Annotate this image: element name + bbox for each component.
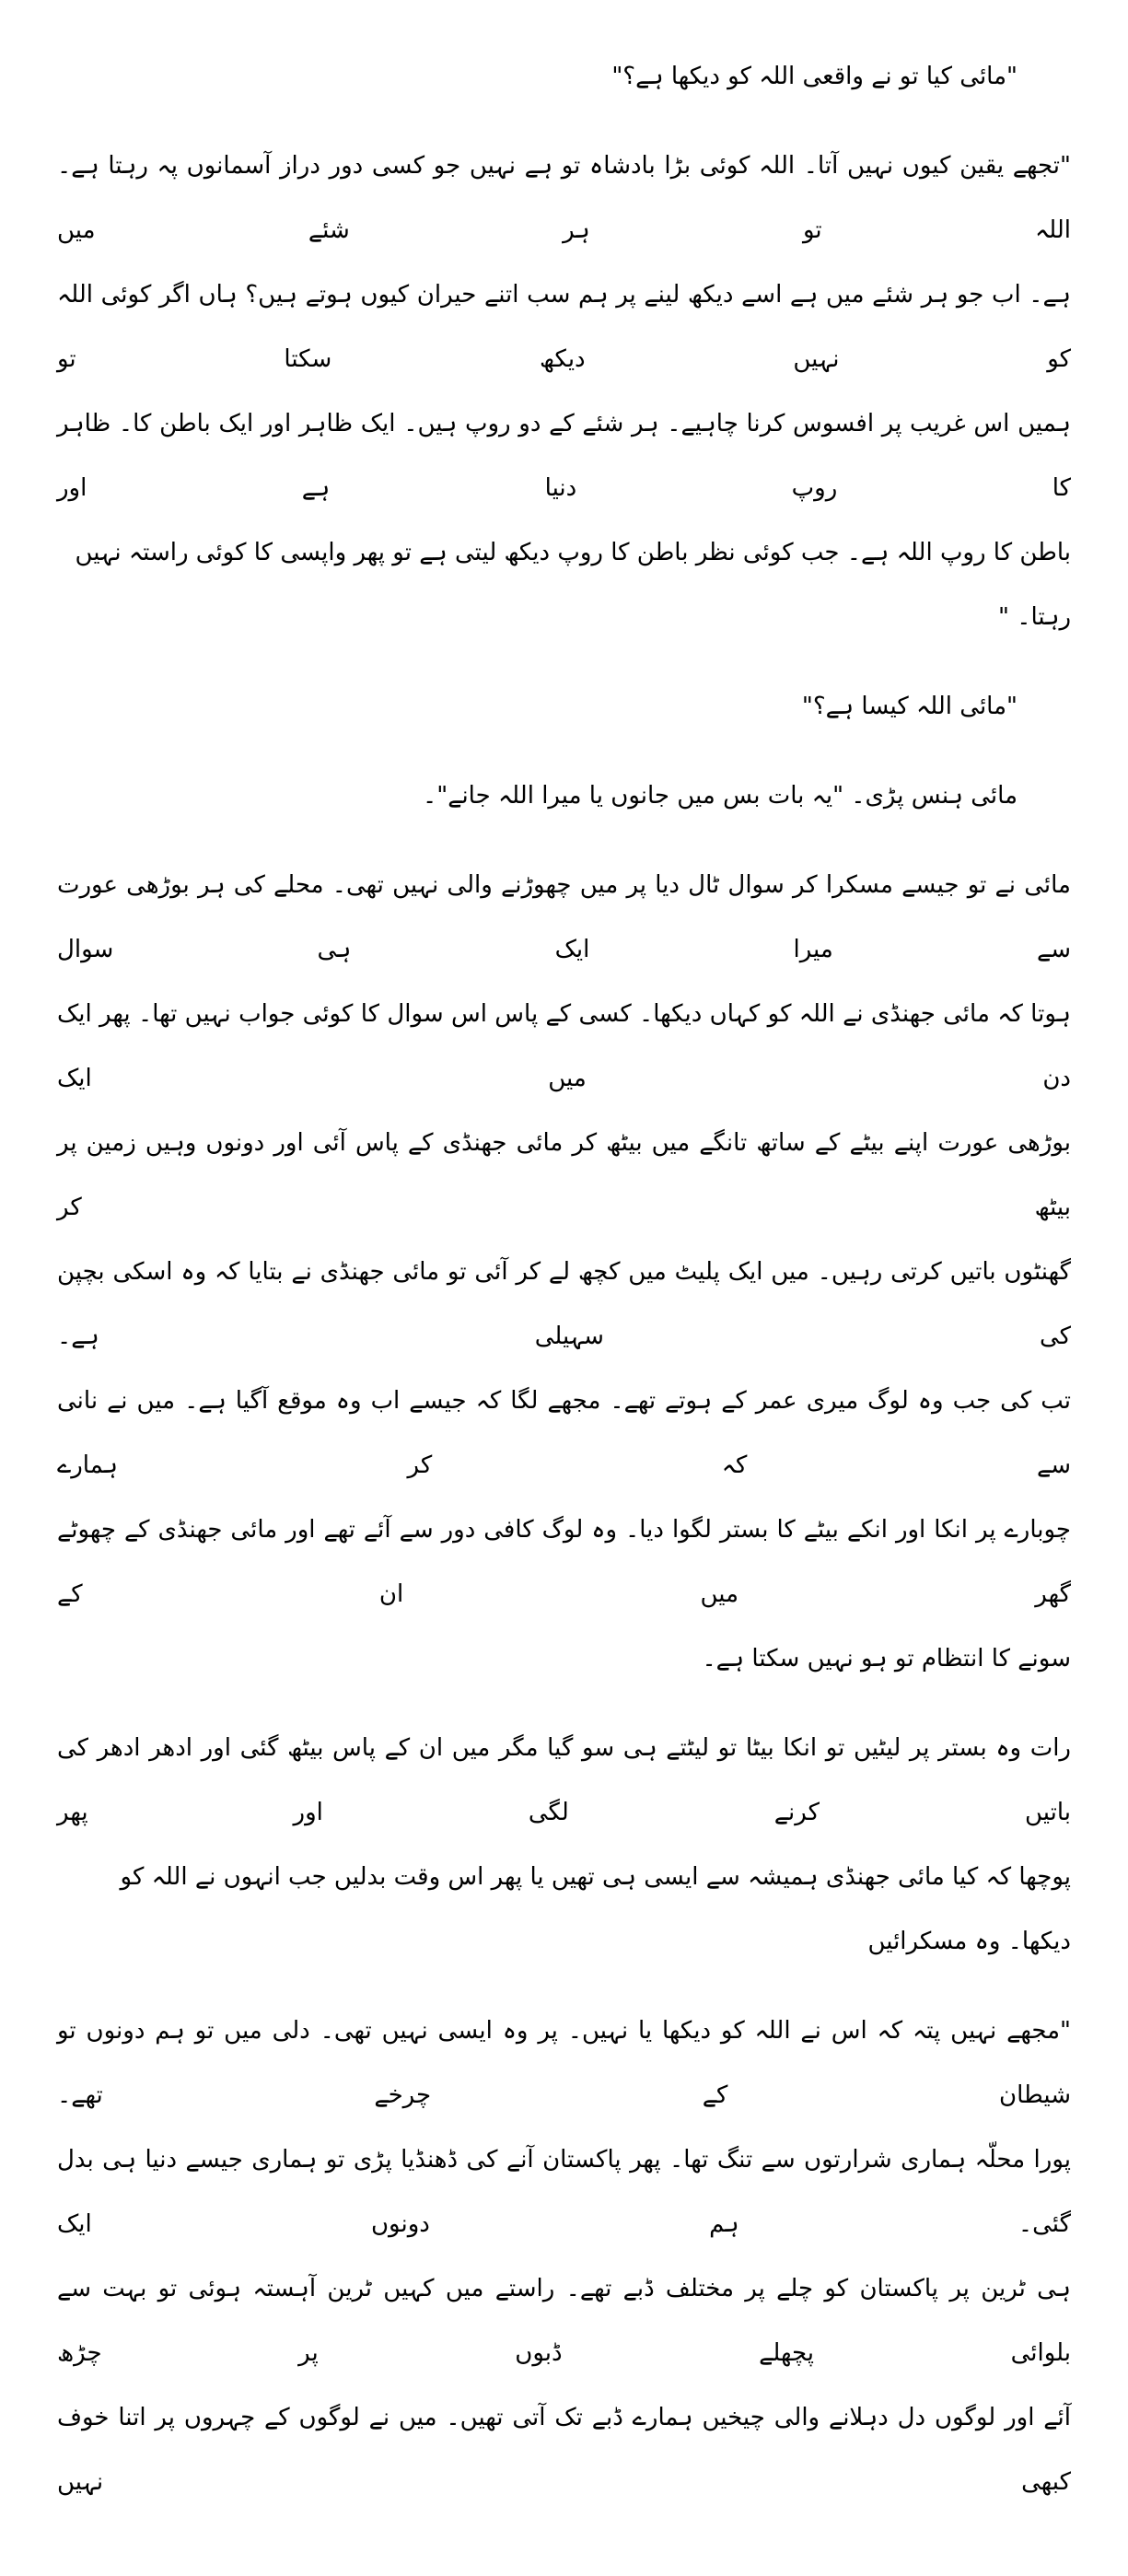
text-line: "مائی اللہ کیسا ہے؟" (801, 693, 1018, 720)
paragraph-narrative-2 (57, 1716, 1071, 1974)
paragraph-narrative-1 (57, 853, 1071, 1691)
text-line: پوچھا کہ کیا مائی جھنڈی ہمیشہ سے ایسی ہی تھیں یا پھر اس وقت بدلیں جب انہوں نے اللہ کو دیکھا۔ وہ مسکرائیں (120, 1863, 1071, 1955)
paragraph-dialogue-2 (57, 674, 1071, 739)
text-line: مائی ہنس پڑی۔ "یہ بات بس میں جانوں یا میرا اللہ جانے"۔ (423, 782, 1018, 810)
text-line: باطن کا روپ اللہ ہے۔ جب کوئی نظر باطن کا روپ دیکھ لیتی ہے تو پھر واپسی کا کوئی راستہ نہیں رہتا۔ " (75, 539, 1071, 631)
text-line: پورا محلّہ ہماری شرارتوں سے تنگ تھا۔ پھر پاکستان آنے کی ڈھنڈیا پڑی تو ہماری جیسے دنیا ہی بدل گئی۔ ہم دونوں ایک (57, 2146, 1071, 2238)
text-line: تب کی جب وہ لوگ میری عمر کے ہوتے تھے۔ مجھے لگا کہ جیسے اب وہ موقع آگیا ہے۔ میں نے نانی سے کہ کر ہمارے (57, 1387, 1071, 1479)
text-line: "مجھے نہیں پتہ کہ اس نے اللہ کو دیکھا یا نہیں۔ پر وہ ایسی نہیں تھی۔ دلی میں تو ہم دونوں تو شیطان کے چرخے تھے۔ (57, 2017, 1071, 2109)
paragraph-dialogue-3 (57, 763, 1071, 828)
text-line: ہمیں اس غریب پر افسوس کرنا چاہیے۔ ہر شئے کے دو روپ ہیں۔ ایک ظاہر اور ایک باطن کا۔ ظاہر کا روپ دنیا ہے اور (57, 410, 1071, 502)
text-line: ہوتا کہ مائی جھنڈی نے اللہ کو کہاں دیکھا۔ کسی کے پاس اس سوال کا کوئی جواب نہیں تھا۔ پھر ایک دن میں ایک (57, 1000, 1071, 1092)
text-line: مائی نے تو جیسے مسکرا کر سوال ٹال دیا پر میں چھوڑنے والی نہیں تھی۔ محلے کی ہر بوڑھی عورت سے میرا ایک ہی سوال (57, 871, 1071, 963)
text-line: رات وہ بستر پر لیٹیں تو انکا بیٹا تو لیٹتے ہی سو گیا مگر میں ان کے پاس بیٹھ گئی اور ادھر ادھر کی باتیں کرنے لگی اور پھر (57, 1734, 1071, 1826)
text-line: ہے۔ اب جو ہر شئے میں ہے اسے دیکھ لینے پر ہم سب اتنے حیران کیوں ہوتے ہیں؟ ہاں اگر کوئی اللہ کو نہیں دیکھ سکتا تو (57, 281, 1071, 373)
paragraph-dialogue-1 (57, 44, 1071, 109)
paragraph-speech-2 (57, 1999, 1071, 2514)
text-line: ہی ٹرین پر پاکستان کو چلے پر مختلف ڈبے تھے۔ راستے میں کہیں ٹرین آہستہ ہوئی تو بہت سے بلوائی پچھلے ڈبوں پر چڑھ (57, 2275, 1071, 2367)
paragraph-speech-1 (57, 134, 1071, 649)
text-line: چوبارے پر انکا اور انکے بیٹے کا بستر لگوا دیا۔ وہ لوگ کافی دور سے آئے تھے اور مائی جھنڈی کے چھوٹے گھر میں ان کے (57, 1516, 1071, 1608)
text-line: گھنٹوں باتیں کرتی رہیں۔ میں ایک پلیٹ میں کچھ لے کر آئی تو مائی جھنڈی نے بتایا کہ وہ اسکی بچپن کی سہیلی ہے۔ (57, 1258, 1071, 1350)
text-line: بوڑھی عورت اپنے بیٹے کے ساتھ تانگے میں بیٹھ کر مائی جھنڈی کے پاس آئی اور دونوں وہیں زمین پر بیٹھ کر (57, 1129, 1071, 1221)
text-line: "تجھے یقین کیوں نہیں آتا۔ اللہ کوئی بڑا بادشاہ تو ہے نہیں جو کسی دور دراز آسمانوں پہ رہتا ہے۔ اللہ تو ہر شئے میں (57, 152, 1071, 244)
text-line: آئے اور لوگوں دل دہلانے والی چیخیں ہمارے ڈبے تک آتی تھیں۔ میں نے لوگوں کے چہروں پر اتنا خوف کبھی نہیں (57, 2404, 1071, 2496)
text-line: "مائی کیا تو نے واقعی اللہ کو دیکھا ہے؟" (611, 63, 1018, 90)
text-line: سونے کا انتظام تو ہو نہیں سکتا ہے۔ (702, 1645, 1071, 1673)
